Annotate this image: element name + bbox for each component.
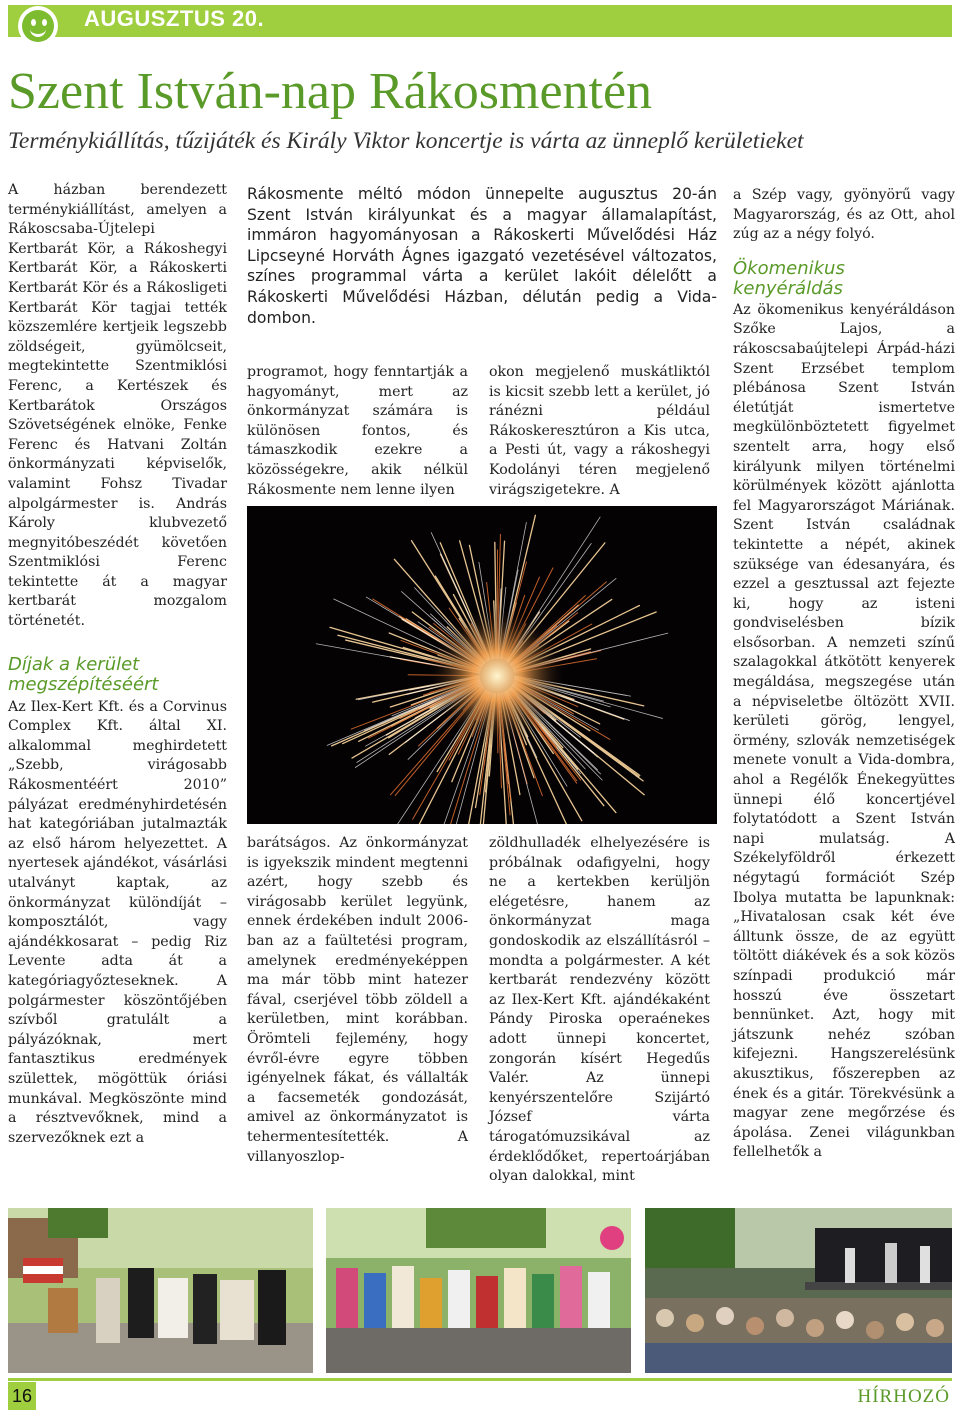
article-title: Szent István-nap Rákosmentén	[8, 63, 653, 120]
magazine-name: HÍRHOZÓ	[857, 1386, 950, 1407]
page-number: 16	[8, 1382, 36, 1410]
smiley-eye-icon	[31, 19, 36, 26]
body-paragraph: barátságos. Az önkormányzat is igyekszik mindent megtenni azért, hogy szebb és virágosabb kerület legyünk, ennek érdekében indult 2006-ban az a faültetési program, amelynek eredményeképpen ma már több mint hatezer fával, cserjével több zöldell a kerületben, mint korábban. Örömteli fejlemény, hogy évről-évre egyre többen igényelnek fákat, és vállalták a facsemeték gondozását, amivel az önkormányzatot is tehermentesítették. A villanyoszlop-	[247, 835, 468, 1165]
body-paragraph: okon megjelenő muskátliktól is kicsit szebb lett a kerület, jó ránézni például Rákoskeresztúron a Kis utca, a Pesti út, vagy a rákoshegyi Kodolányi téren megjelenő virágszigetekre. A	[489, 364, 710, 498]
concert-stage-photo	[645, 1208, 952, 1373]
children-performance-photo	[326, 1208, 631, 1373]
smiley-eye-icon	[42, 19, 47, 26]
folk-dancers-photo	[8, 1208, 313, 1373]
issue-date: AUGUSZTUS 20.	[84, 6, 265, 31]
body-paragraph: A házban berendezett terménykiállítást, amelyen a Rákoscsaba-Újtelepi Kertbarát Kör, a Rákoshegyi Kertbarát Kör, a Rákoskerti Kertbarát Kör és a Rákosligeti Kertbarát Kör tagjai tették közszemlére kertjeik legszebb zöldségeit, gyümölcseit, megtekintette Szentmiklósi Ferenc, a Kertészek és Kertbarátok Országos Szövetségének elnöke, Fenke Ferenc és Hatvani Zoltán önkormányzati képviselők, valamint Fohsz Tivadar alpolgármester is. András Károly klubvezető megnyitóbeszédét követően Szentmiklósi Ferenc tekintette át a magyar kertbarát mozgalom történetét.	[8, 182, 227, 630]
body-paragraph: Az Ilex-Kert Kft. és a Corvinus Complex Kft. által XI. alkalommal meghirdetett „Szebb, virágosabb Rákosmentéért 2010” pályázat eredményhirdetésén hat kategóriában jutalmazták az első három helyezettet. A nyertesek ajándékot, vásárlási utalványt kaptak, az önkormányzat különdíját – komposztálót, vagy ajándékkosarat – pedig Riz Levente adta át a kategóriagyőzteseknek. A polgármester köszöntőjében szívből gratulált a pályázóknak, mert fantasztikus eredmények születtek, mögöttük óriási munkával. Megköszönte mind a résztvevőknek, mind a szervezőknek ezt a	[8, 698, 227, 1146]
fireworks-photo	[247, 506, 717, 824]
lead-paragraph: Rákosmente méltó módon ünnepelte augusztus 20-án Szent István királyunkat és a magyar államalapítást, immáron hagyományosan a Rákoskerti Művelődési Ház Lipcseyné Horváth Ágnes igazgató vezetésével változatos, színes programmal várta a kerület lakóit délelőtt a Rákoskerti Művelődési Házban, délután pedig a Vida-dombon.	[247, 185, 717, 327]
section-heading: Ökomenikus kenyéráldás	[733, 257, 845, 299]
body-paragraph: a Szép vagy, gyönyörű vagy Magyarország, és az Ott, ahol zúg az a négy folyó.	[733, 187, 955, 243]
column-4	[733, 186, 955, 1163]
section-heading: Díjak a kerület megszépítéséért	[8, 653, 159, 695]
body-paragraph: zöldhulladék elhelyezésére is próbálnak odafigyelni, hogy ne a kertekben kerüljön elégetésre, hanem az önkormányzat maga gondoskodik az elszállításról – mondta a polgármester. A két kertbarát rendezvény között az Ilex-Kert Kft. ajándékaként Pándy Piroska operaénekes adott ünnepi koncertet, zongorán kísért Hegedűs Valér. Az ünnepi kenyérszentelőre Szijártó József várta tárogatómuzsikával az érdeklődőket, repertoárjában olyan dalokkal, mint	[489, 835, 710, 1185]
body-paragraph: Az ökomenikus kenyéráldáson Szőke Lajos, a rákoscsabaújtelepi Árpád-házi Szent Erzsébet templom plébánosa Szent István életútját ismertetve megkülönböztetett figyelmet szentelt arra, hogy első királyunk milyen történelmi körülmények között ajánlotta fel Magyarországot Máriának. Szent István családnak tekintette a népét, akinek szüksége van édesanyára, és ezzel a gesztussal azt fejezte ki, hogy az isteni gondviselésben bízik elsősorban. A nemzeti színű szalagokkal átkötött kenyerek megáldása, megszegése után a népviseletbe öltözött XVII. kerületi görög, lengyel, örmény, szlovák nemzetiségek menete vonult a Vida-dombra, ahol a Regélők Énekegyüttes ünnepi élő koncertjével folytatódott a Szent István napi mulatság. A Székelyföldről érkezett négytagú formációt Szép Ibolya mutatta be lapunknak: „Hivatalosan csak két éve álltunk össze, de az együtt töltött diákévek és a sok közös színpadi produkció már hosszú éve összetart bennünket. Azt, hogy mit játszunk nehéz szóban kifejezni. Hangszerelésünk akusztikus, főszerepben az ének és a gitár. Törekvésünk a magyar zene megőrzése és ápolása. Zenei világunkban fellelhetők a	[733, 301, 955, 1161]
body-paragraph: programot, hogy fenntartják a hagyományt, mert az önkormányzat számára is különösen fontos, és támaszkodik ezekre a közösségekre, akik nélkül Rákosmente nem lenne ilyen	[247, 364, 468, 498]
article-subtitle: Terménykiállítás, tűzijáték és Király Viktor koncertje is várta az ünneplő kerületieket	[8, 128, 804, 154]
footer-rule	[8, 1378, 952, 1381]
column-1	[8, 181, 227, 1148]
